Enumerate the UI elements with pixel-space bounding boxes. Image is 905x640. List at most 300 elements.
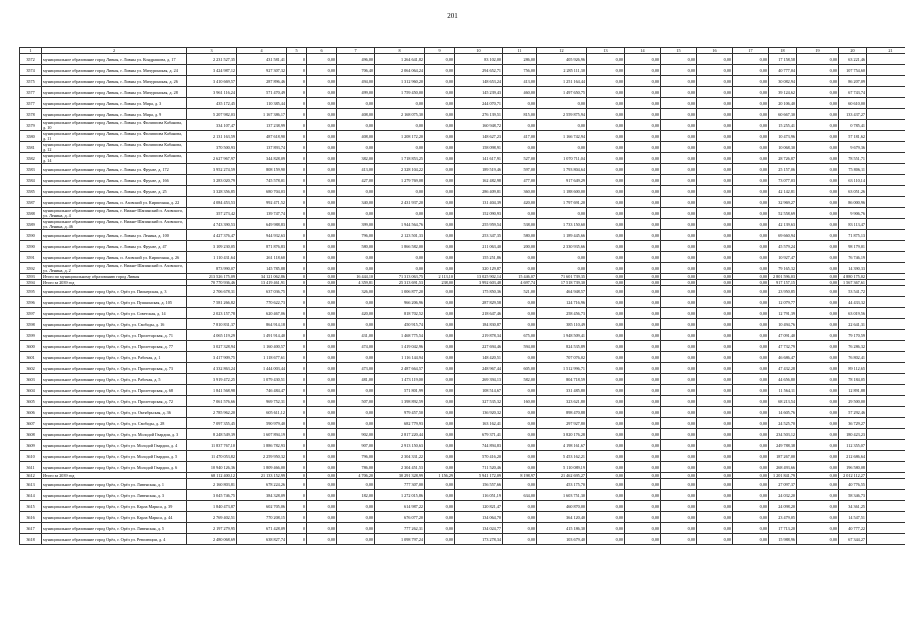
value-cell: 0,00 <box>625 252 661 263</box>
value-cell: 0,00 <box>425 479 455 490</box>
value-cell: 0 <box>287 286 307 297</box>
value-cell: 777 262,31 <box>375 523 425 534</box>
value-cell: 0,00 <box>587 286 625 297</box>
table-row <box>20 490 905 501</box>
value-cell: 0,00 <box>375 98 425 109</box>
value-cell: 2 769 402,51 <box>187 512 237 523</box>
row-number: 3604 <box>20 385 42 396</box>
value-cell: 71 313 063,75 <box>375 274 425 280</box>
value-cell: 0,00 <box>503 297 537 308</box>
value-cell: 2 913 150,63 <box>375 440 425 451</box>
value-cell: 0,00 <box>625 407 661 418</box>
value-cell: 0,00 <box>661 109 697 120</box>
row-number: 3593 <box>20 274 42 280</box>
value-cell: 0 <box>287 98 307 109</box>
value-cell: 0,00 <box>697 330 733 341</box>
value-cell: 0,00 <box>425 252 455 263</box>
address-cell: муниципальное образование город Ливны, г. Ливны ул. Мира, д. 3 <box>42 98 187 109</box>
table-row <box>20 330 905 341</box>
value-cell: 108 514,67 <box>455 385 503 396</box>
value-cell: 17 158,58 <box>769 54 797 65</box>
value-cell: 3 027 328,94 <box>187 341 237 352</box>
value-cell: 0,00 <box>697 142 733 153</box>
value-cell: 0,00 <box>733 280 769 286</box>
value-cell: 70 770 936,46 <box>187 280 237 286</box>
value-cell: 0,00 <box>797 65 839 76</box>
value-cell: 0,00 <box>661 241 697 252</box>
value-cell: 0 <box>287 490 307 501</box>
value-cell: 0,00 <box>661 319 697 330</box>
value-cell: 0,00 <box>697 396 733 407</box>
value-cell: 0,00 <box>797 385 839 396</box>
value-cell: 1 079 430,51 <box>237 374 287 385</box>
value-cell: 0,00 <box>307 252 337 263</box>
row-number: 3612 <box>20 473 42 479</box>
value-cell: 0,00 <box>733 501 769 512</box>
value-cell: 0,00 <box>733 462 769 473</box>
table-row <box>20 512 905 523</box>
value-cell: 0,00 <box>733 263 769 274</box>
value-cell: 0,00 <box>425 374 455 385</box>
value-cell: 0 <box>287 479 307 490</box>
value-cell: 47 091,40 <box>769 330 797 341</box>
value-cell: 671 428,09 <box>237 523 287 534</box>
value-cell: 244 070,71 <box>455 98 503 109</box>
value-cell: 0,00 <box>503 252 537 263</box>
value-cell: 63 221,46 <box>839 54 867 65</box>
value-cell: 34 361,25 <box>839 501 867 512</box>
table-row <box>20 501 905 512</box>
value-cell: 0,00 <box>587 54 625 65</box>
value-cell <box>867 208 905 219</box>
value-cell: 0,00 <box>537 208 587 219</box>
value-cell: 678 224,26 <box>237 479 287 490</box>
value-cell: 0,00 <box>537 120 587 131</box>
value-cell: 0,00 <box>307 473 337 479</box>
value-cell: 0,00 <box>587 208 625 219</box>
value-cell: 24 032,20 <box>769 490 797 501</box>
value-cell: 0,00 <box>797 429 839 440</box>
value-cell: 0,00 <box>307 120 337 131</box>
value-cell: 4 880 175,02 <box>839 274 867 280</box>
value-cell: 0 <box>287 274 307 280</box>
value-cell: 71 875,13 <box>839 230 867 241</box>
value-cell: 0,00 <box>307 396 337 407</box>
row-number: 3602 <box>20 363 42 374</box>
value-cell: 1 098 797,24 <box>375 534 425 545</box>
value-cell: 189 519,46 <box>455 164 503 175</box>
value-cell: 0,00 <box>587 440 625 451</box>
row-number: 3599 <box>20 330 42 341</box>
value-cell: 3 283 020,79 <box>187 175 237 186</box>
value-cell: 0,00 <box>797 374 839 385</box>
value-cell: 0,00 <box>587 109 625 120</box>
value-cell: 0,00 <box>697 286 733 297</box>
value-cell: 464 948,57 <box>537 286 587 297</box>
value-cell: 0 <box>287 308 307 319</box>
value-cell: 10 473,96 <box>769 131 797 142</box>
value-cell: 0,00 <box>425 241 455 252</box>
value-cell: 944 932,63 <box>237 230 287 241</box>
value-cell: 0,00 <box>587 76 625 87</box>
value-cell: 0,00 <box>697 385 733 396</box>
value-cell: 0,00 <box>625 473 661 479</box>
value-cell: 0,00 <box>307 208 337 219</box>
value-cell: 0,00 <box>797 142 839 153</box>
address-cell: муниципальное образование город Ливны, г. Ливны ул. Фрунзе, д. 166 <box>42 175 187 186</box>
value-cell: 0,00 <box>587 131 625 142</box>
value-cell: 12 079,77 <box>769 297 797 308</box>
value-cell: 0,00 <box>307 479 337 490</box>
value-cell: 0,00 <box>661 54 697 65</box>
value-cell: 0,00 <box>625 512 661 523</box>
value-cell: 0,00 <box>625 263 661 274</box>
row-number: 3578 <box>20 109 42 120</box>
address-cell: муниципальное образование город Орёл, г. Орёл ул. Карла Маркса, д. 39 <box>42 501 187 512</box>
value-cell: 2 131 163,59 <box>187 131 237 142</box>
value-cell: 0,00 <box>337 252 375 263</box>
address-cell: Итого по муниципальному образованию город Ливны <box>42 274 187 280</box>
value-cell: 1 491 914,40 <box>237 330 287 341</box>
value-cell: 12 891,88 <box>839 385 867 396</box>
value-cell: 487 618,90 <box>237 131 287 142</box>
value-cell: 5 207 982,03 <box>187 109 237 120</box>
row-number: 3605 <box>20 396 42 407</box>
value-cell: 344 828,09 <box>237 153 287 164</box>
value-cell: 0,00 <box>587 451 625 462</box>
address-cell: муниципальное образование город Ливны, г. Ливны ул. Филиппова Кабанова, д. 12 <box>42 142 187 153</box>
address-cell: муниципальное образование город Ливны, г. Ливны ул. Мичуринская, д. 26 <box>42 76 187 87</box>
value-cell: 0,00 <box>797 280 839 286</box>
value-cell: 0,00 <box>661 330 697 341</box>
table-row <box>20 385 905 396</box>
value-cell: 0,00 <box>733 131 769 142</box>
value-cell: 796,00 <box>337 451 375 462</box>
value-cell: 0,00 <box>503 523 537 534</box>
value-cell: 9 679,36 <box>839 142 867 153</box>
address-cell: муниципальное образование город Орёл, г. Орёл ул. Ливенская, д. 1 <box>42 479 187 490</box>
value-cell: 2 160 803,81 <box>187 479 237 490</box>
address-cell: муниципальное образование город Ливны, г. Нижне-Шапинский п. Азовского, ул. Ленина, д. 46 <box>42 219 187 230</box>
value-cell: 0,00 <box>425 512 455 523</box>
value-cell: 63 019,56 <box>839 308 867 319</box>
value-cell: 0,00 <box>733 479 769 490</box>
value-cell: 1 603 751,30 <box>537 490 587 501</box>
value-cell: 0,00 <box>587 252 625 263</box>
value-cell: 175 850,36 <box>455 286 503 297</box>
value-cell: 0,00 <box>425 120 455 131</box>
value-cell: 0,00 <box>661 341 697 352</box>
value-cell: 136 920,32 <box>455 407 503 418</box>
row-number: 3577 <box>20 87 42 98</box>
value-cell: 63 051,26 <box>839 186 867 197</box>
row-number: 3615 <box>20 501 42 512</box>
value-cell: 158 098,91 <box>455 142 503 153</box>
value-cell: 0,00 <box>587 363 625 374</box>
value-cell: 0,00 <box>337 263 375 274</box>
address-cell: муниципальное образование город Ливны, г. Ливны ул. Кондрашова, д. 17 <box>42 54 187 65</box>
value-cell: 0,00 <box>733 208 769 219</box>
column-number: 5 <box>287 48 307 54</box>
value-cell: 0,00 <box>733 175 769 186</box>
table-row <box>20 109 905 120</box>
value-cell: 148 627,23 <box>455 131 503 142</box>
value-cell: 0,00 <box>587 396 625 407</box>
value-cell: 9 906,76 <box>839 208 867 219</box>
value-cell: 0,00 <box>587 462 625 473</box>
value-cell: 0,00 <box>587 263 625 274</box>
value-cell: 52 558,69 <box>769 208 797 219</box>
value-cell: 42 142,81 <box>769 186 797 197</box>
value-cell: 0,00 <box>733 54 769 65</box>
value-cell: 0,00 <box>503 208 537 219</box>
value-cell: 0,00 <box>733 76 769 87</box>
value-cell: 979 457,50 <box>375 407 425 418</box>
value-cell: 0,00 <box>307 76 337 87</box>
value-cell: 4 084 453,53 <box>187 197 237 208</box>
table-row <box>20 120 905 131</box>
value-cell: 571 470,49 <box>237 87 287 98</box>
value-cell: 0,00 <box>587 418 625 429</box>
value-cell: 0,00 <box>733 186 769 197</box>
value-cell: 0 <box>287 462 307 473</box>
column-number: 17 <box>733 48 769 54</box>
value-cell: 0,00 <box>625 534 661 545</box>
value-cell: 160 948,72 <box>455 120 503 131</box>
value-cell: 0,00 <box>625 501 661 512</box>
table-row <box>20 286 905 297</box>
value-cell: 1 419 042,96 <box>375 341 425 352</box>
column-number: 6 <box>307 48 337 54</box>
value-cell: 0,00 <box>587 341 625 352</box>
table-row <box>20 451 905 462</box>
value-cell: 431 581,41 <box>237 54 287 65</box>
column-number: 15 <box>661 48 697 54</box>
value-cell: 53 541,72 <box>839 286 867 297</box>
value-cell: 0,00 <box>733 319 769 330</box>
row-number: 3583 <box>20 164 42 175</box>
value-cell: 676 077,20 <box>375 512 425 523</box>
value-cell: 0 <box>287 241 307 252</box>
address-cell: муниципальное образование город Орёл, г. Орёл ул. Карла Маркса, д. 44 <box>42 512 187 523</box>
value-cell: 0,00 <box>797 407 839 418</box>
value-cell: 47 732,79 <box>769 341 797 352</box>
value-cell: 744 894,83 <box>455 440 503 451</box>
value-cell: 474,00 <box>337 341 375 352</box>
row-number: 3601 <box>20 352 42 363</box>
value-cell: 2 259 950,32 <box>237 451 287 462</box>
value-cell: 25 313 691,53 <box>375 280 425 286</box>
table-row <box>20 341 905 352</box>
address-cell: муниципальное образование город Орёл, г. Орёл, ул. Пролетарская, д. 68 <box>42 385 187 396</box>
value-cell <box>867 440 905 451</box>
table-row <box>20 418 905 429</box>
value-cell: 0,00 <box>425 175 455 186</box>
value-cell: 69 660,94 <box>769 230 797 241</box>
value-cell: 1 444 003,44 <box>237 363 287 374</box>
value-cell: 370 500,93 <box>187 142 237 153</box>
value-cell <box>867 286 905 297</box>
row-number: 3611 <box>20 462 42 473</box>
row-number: 3617 <box>20 523 42 534</box>
value-cell: 0,00 <box>733 120 769 131</box>
value-cell: 614 987,22 <box>375 501 425 512</box>
value-cell: 0,00 <box>697 534 733 545</box>
value-cell: 0,00 <box>661 153 697 164</box>
value-cell <box>867 512 905 523</box>
value-cell <box>867 65 905 76</box>
table-row <box>20 98 905 109</box>
row-number: 3618 <box>20 534 42 545</box>
value-cell: 0,00 <box>307 286 337 297</box>
value-cell: 0,00 <box>697 109 733 120</box>
value-cell: 5 453 162,21 <box>537 451 587 462</box>
value-cell: 0 <box>287 76 307 87</box>
value-cell: 45 579,24 <box>769 241 797 252</box>
value-cell: 0 <box>287 153 307 164</box>
value-cell: 0,00 <box>733 98 769 109</box>
value-cell: 286,00 <box>503 54 537 65</box>
value-cell: 0 <box>287 407 307 418</box>
value-cell: 0,00 <box>425 76 455 87</box>
value-cell: 360,00 <box>503 186 537 197</box>
value-cell: 0,00 <box>797 109 839 120</box>
value-cell: 0,00 <box>587 197 625 208</box>
value-cell: 382,00 <box>337 153 375 164</box>
value-cell: 148 420,51 <box>455 352 503 363</box>
value-cell: 268 493,66 <box>769 462 797 473</box>
value-cell: 0,00 <box>625 523 661 534</box>
value-cell: 0,00 <box>797 219 839 230</box>
value-cell: 0,00 <box>375 252 425 263</box>
value-cell: 1 886 782,93 <box>237 440 287 451</box>
value-cell: 477,00 <box>503 175 537 186</box>
value-cell: 4 427 376,47 <box>187 230 237 241</box>
value-cell: 0,00 <box>587 501 625 512</box>
value-cell: 570 416,20 <box>455 451 503 462</box>
value-cell: 0,00 <box>733 374 769 385</box>
table-row <box>20 252 905 263</box>
value-cell: 0 <box>287 374 307 385</box>
value-cell: 67 344,27 <box>839 534 867 545</box>
value-cell: 22 641,31 <box>839 319 867 330</box>
value-cell: 75 806,11 <box>839 164 867 175</box>
value-cell: 0,00 <box>661 263 697 274</box>
value-cell: 590 979,40 <box>237 418 287 429</box>
value-cell: 0,00 <box>797 153 839 164</box>
value-cell: 521,00 <box>503 286 537 297</box>
table-row <box>20 153 905 164</box>
value-cell: 415 186,30 <box>537 523 587 534</box>
value-cell: 0,00 <box>697 407 733 418</box>
value-cell <box>867 451 905 462</box>
value-cell: 0,00 <box>625 490 661 501</box>
value-cell: 0,00 <box>625 319 661 330</box>
value-cell: 83 113,47 <box>839 219 867 230</box>
value-cell: 67 743,74 <box>839 87 867 98</box>
value-cell: 0,00 <box>797 363 839 374</box>
value-cell: 124 716,96 <box>537 297 587 308</box>
table-row <box>20 186 905 197</box>
value-cell: 21 133 152,99 <box>237 473 287 479</box>
value-cell: 1 809 466,00 <box>237 462 287 473</box>
value-cell <box>867 523 905 534</box>
value-cell: 76 746,19 <box>839 252 867 263</box>
row-number: 3579 <box>20 120 42 131</box>
value-cell: 0,00 <box>697 263 733 274</box>
value-cell: 0,00 <box>697 219 733 230</box>
value-cell: 0,00 <box>425 396 455 407</box>
value-cell: 0,00 <box>425 109 455 120</box>
value-cell <box>867 501 905 512</box>
value-cell: 0,00 <box>503 501 537 512</box>
value-cell: 57 181,62 <box>839 131 867 142</box>
value-cell: 0,00 <box>587 153 625 164</box>
value-cell: 0,00 <box>661 186 697 197</box>
value-cell: 2 064 064,24 <box>375 65 425 76</box>
table-row <box>20 65 905 76</box>
value-cell: 0,00 <box>503 512 537 523</box>
value-cell: 0,00 <box>587 512 625 523</box>
value-cell: 3 919 472,25 <box>187 374 237 385</box>
value-cell: 0,00 <box>425 407 455 418</box>
value-cell: 23 950,85 <box>769 286 797 297</box>
value-cell: 0,00 <box>425 308 455 319</box>
value-cell: 580,00 <box>337 241 375 252</box>
address-cell: муниципальное образование город Орёл, г. Орёл ул. Ливенская, д. 5 <box>42 523 187 534</box>
value-cell: 0,00 <box>625 65 661 76</box>
value-cell: 24 525,70 <box>769 418 797 429</box>
address-cell: муниципальное образование город Ливны, г. Ливны ул. Филиппова Кабанова, д. 14 <box>42 153 187 164</box>
value-cell: 145 239,43 <box>455 87 503 98</box>
address-cell: муниципальное образование город Орёл, г. Орёл, ул. Свободы, д. 16 <box>42 319 187 330</box>
value-cell: 4 332 863,24 <box>187 363 237 374</box>
value-cell: 969 752,31 <box>237 396 287 407</box>
value-cell: 711 520,46 <box>455 462 503 473</box>
value-cell: 200,00 <box>503 241 537 252</box>
value-cell: 0,00 <box>797 418 839 429</box>
value-cell <box>867 385 905 396</box>
value-cell: 0,00 <box>375 142 425 153</box>
value-cell: 0,00 <box>425 219 455 230</box>
row-number: 3609 <box>20 440 42 451</box>
value-cell: 0,00 <box>697 274 733 280</box>
value-cell: 2 012 112,27 <box>839 473 867 479</box>
value-cell: 0,00 <box>797 451 839 462</box>
value-cell: 824 535,89 <box>537 341 587 352</box>
table-row <box>20 440 905 451</box>
value-cell: 0,00 <box>503 440 537 451</box>
value-cell: 0,00 <box>697 65 733 76</box>
value-cell: 0,00 <box>625 164 661 175</box>
value-cell: 0,00 <box>375 208 425 219</box>
value-cell: 131 404,39 <box>455 197 503 208</box>
value-cell: 0,00 <box>425 197 455 208</box>
value-cell: 0,00 <box>307 374 337 385</box>
value-cell <box>867 374 905 385</box>
value-cell: 2 559 875,94 <box>537 109 587 120</box>
value-cell: 8 198,97 <box>503 473 537 479</box>
value-cell: 0,00 <box>587 98 625 109</box>
value-cell: 0,00 <box>697 186 733 197</box>
value-cell: 28 726,87 <box>769 153 797 164</box>
value-cell: 0,00 <box>733 385 769 396</box>
value-cell: 0,00 <box>733 451 769 462</box>
value-cell: 0,00 <box>661 280 697 286</box>
table-row <box>20 534 905 545</box>
value-cell: 0,00 <box>625 297 661 308</box>
value-cell: 0,00 <box>661 286 697 297</box>
